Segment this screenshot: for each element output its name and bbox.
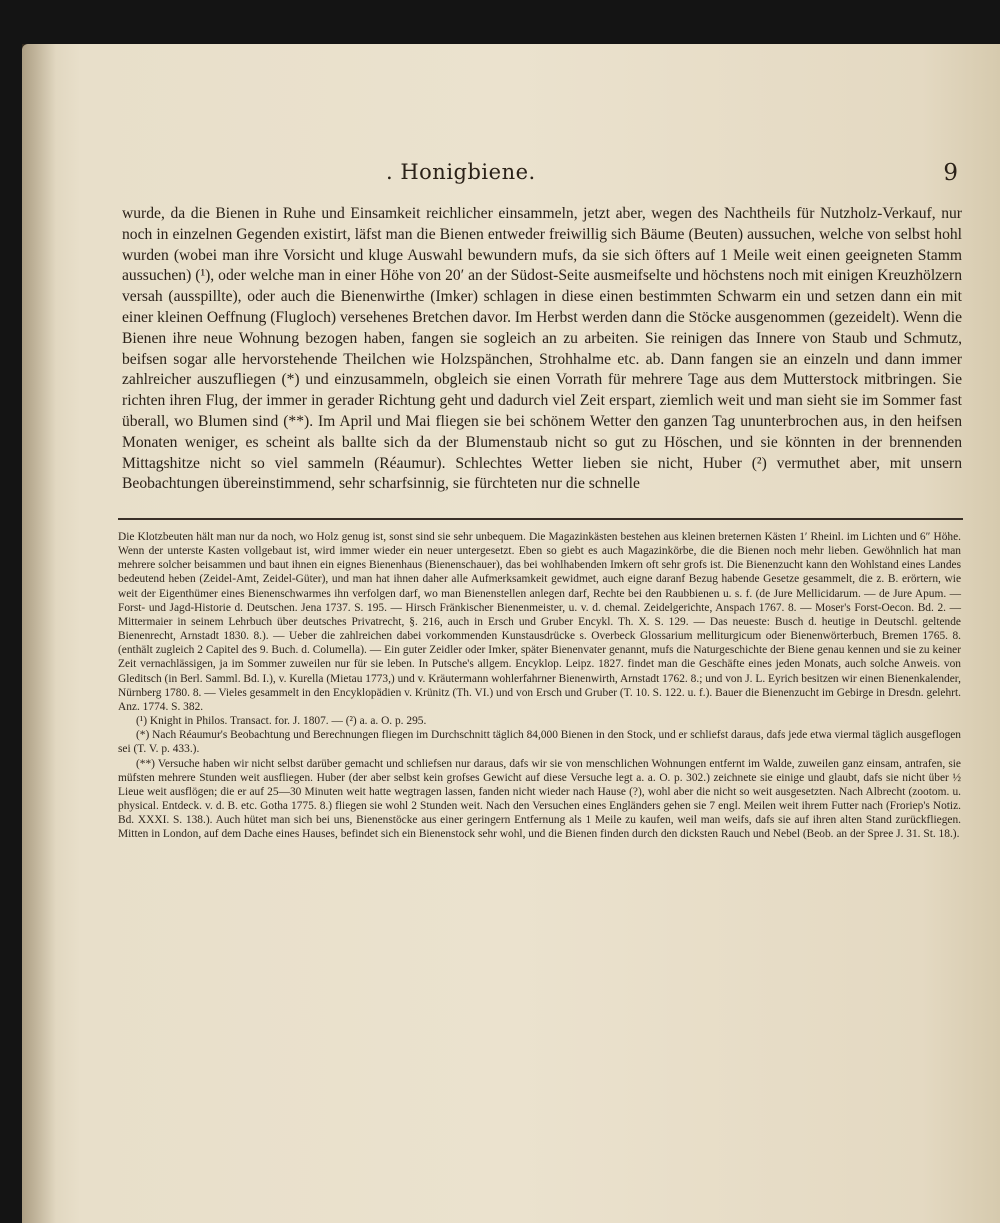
footnote-double-star: (**) Versuche haben wir nicht selbst darüber gemacht und schliefsen nur daraus, dafs wir sie von menschlichen Wohnungen entfernt im Walde, zuweilen ganz einsam, antrafen, sie müfsten mehrere Stunden weit ausfliegen. Huber (der aber selbst kein grofses Gewicht auf diese Versuche legt a. a. O. p. 302.) zeichnete sie einige und glaubt, dafs sie nicht über ½ Lieue weit ausflögen; die er auf 25—30 Minuten weit hatte wegtragen lassen, fanden nicht wieder nach Hause (?), wohl aber die nicht so weit ausgesetzten. Nach Albrecht (zootom. u. physical. Entdeck. v. d. B. etc. Gotha 1775. 8.) fliegen sie wohl 2 Stunden weit. Nach den Versuchen eines Engländers gehen sie 7 engl. Meilen weit ihrem Futter nach (Froriep's Notiz. Bd. XXXI. S. 138.). Auch hütet man sich bei uns, Bienenstöcke aus einer geringern Entfernung als 1 Meile zu kaufen, weil man weifs, dafs sie auf ihren alten Stand zurückfliegen. Mitten in London, auf dem Dache eines Hauses, befindet sich ein Bienenstock sehr wohl, und die Bienen finden durch den dicksten Rauch und Nebel (Beob. an der Spree J. 31. St. 18.). bbox=[118, 757, 961, 841]
page-header bbox=[386, 160, 976, 200]
footnotes bbox=[118, 530, 961, 841]
main-paragraph: wurde, da die Bienen in Ruhe und Einsamkeit reichlicher einsammeln, jetzt aber, wegen des Nachtheils für Nutzholz-Verkauf, nur noch in einzelnen Gegenden existirt, läfst man die Bienen entweder freiwillig sich Bäume (Beuten) aussuchen, welche von selbst hohl wurden (wobei man ihre Vorsicht und kluge Auswahl bewundern mufs, da sie sich öfters auf 1 Meile weit einen geeigneten Stamm aussuchen) (¹), oder welche man in einer Höhe von 20′ an der Südost-Seite ausmeifselte und höchstens noch mit einigen Kreuzhölzern versah (ausspillte), oder auch die Bienenwirthe (Imker) schlagen in diese einen bestimmten Schwarm ein und setzen dann ein mit einer kleinen Oeffnung (Flugloch) versehenes Bretchen davor. Im Herbst werden dann die Stöcke ausgenommen (gezeidelt). Wenn die Bienen ihre neue Wohnung bezogen haben, fangen sie sogleich an zu arbeiten. Sie reinigen das Innere von Staub und Schmutz, beifsen sogar alle hervorstehende Theilchen wie Holzspänchen, Strohhalme etc. ab. Dann fangen sie an einzeln und dann immer zahlreicher auszufliegen (*) und einzusammeln, obgleich sie einen Vorrath für mehrere Tage aus dem Mutterstock mitbringen. Sie richten ihren Flug, der immer in gerader Richtung geht und dadurch viel Zeit erspart, ziemlich weit und man sieht sie im Sommer fast überall, wo Blumen sind (**). Im April und Mai fliegen sie bei schönem Wetter den ganzen Tag ununterbrochen aus, in den heifsen Monaten weniger, es scheint als ballte sich da der Blumenstaub nicht so gut zu Höschen, und sie könnten in der brennenden Mittagshitze nicht so viel sammeln (Réaumur). Schlechtes Wetter lieben sie nicht, Huber (²) vermuthet aber, mit unsern Beobachtungen übereinstimmend, sehr scharfsinnig, sie fürchteten nur die schnelle bbox=[122, 205, 962, 493]
footnote-1: (¹) Knight in Philos. Transact. for. J. 1807. — (²) a. a. O. p. 295. bbox=[136, 715, 427, 728]
running-title: . Honigbiene. bbox=[386, 160, 536, 184]
footnote-star: (*) Nach Réaumur's Beobachtung und Berechnungen fliegen im Durchschnitt täglich 84,000 Bienen in den Stock, und er schliefst daraus, dafs jede etwa viermal täglich ausgeflogen sei (T. V. p. 433.). bbox=[118, 729, 961, 756]
main-text-block bbox=[122, 204, 962, 495]
page-number: 9 bbox=[943, 160, 958, 186]
footnote-divider bbox=[118, 518, 963, 520]
footnote-continued: Die Klotzbeuten hält man nur da noch, wo Holz genug ist, sonst sind sie sehr unbequem. Die Magazinkästen bestehen aus kleinen breternen Kästen 1′ Rheinl. im Lichten und 6″ Höhe. Wenn der unterste Kasten vollgebaut ist, wird immer wieder ein neuer untergesetzt. Eben so giebt es auch Magazinkörbe, die die Bienen noch mehr lieben. Gewöhnlich hat man mehrere solcher beisammen und baut ihnen ein eignes Bienenhaus (Bienenschauer), das bei wohlhabenden Imkern oft sehr grofs ist. Die Bienenzucht kann den Wohlstand eines Landes bedeutend heben (Zeidel-Amt, Zeidel-Güter), und man hat ihnen daher alle Aufmerksamkeit gewidmet, auch eigne daranf Bezug habende Gesetze gesammelt, die z. B. erörtern, wie weit der Eigenthümer eines Bienenschwarmes ihn verfolgen darf, wo man Bienenstellen anlegen darf, Rechte bei den Raubbienen u. s. f. (de Jure Mellicidarum. — de Jure Apum. — Forst- und Jagd-Historie d. Deutschen. Jena 1737. S. 195. — Hirsch Fränkischer Bienenmeister, u. v. d. chemal. Zeidelgerichte, Anspach 1767. 8. — Moser's Forst-Oecon. Bd. 2. — Mittermaier in seinem Lehrbuch über deutsches Privatrecht, §. 216, auch in Ersch und Gruber Encykl. Th. X. S. 129. — Das neueste: Busch d. heutige in Deutschl. geltende Bienenrecht, Arnstadt 1830. 8.). — Ueber die zahlreichen dabei vorkommenden Kunstausdrücke s. Overbeck Glossarium melliturgicum oder Bienenwörterbuch, Bremen 1765. 8. (enthält zugleich 2 Capitel des 9. Buch. d. Columella). — Ein guter Zeidler oder Imker, später Bienenvater genannt, mufs die Naturgeschichte der Biene genau kennen und sie zu keiner Zeit vernachlässigen, ja im Sommer zuweilen nur für sie leben. In Putsche's allgem. Encyklop. Leipz. 1827. findet man die Geschäfte eines jeden Monats, auch solche Anweis. von Gleditsch (in Berl. Samml. Bd. I.), v. Kurella (Mietau 1773,) und v. Kräutermann wohlerfahrner Bienenwirth, Arnstadt 1762. 8.; und von J. L. Eyrich besitzen wir einen Bienenkalender, Nürnberg 1780. 8. — Vieles gesammelt in den Encyklopädien v. Krünitz (Th. VI.) und von Ersch und Gruber (T. 10. S. 122. u. f.). Bauer die Bienenzucht im Gebirge in Dresdn. gelehrt. Anz. 1774. S. 382. bbox=[118, 531, 961, 713]
